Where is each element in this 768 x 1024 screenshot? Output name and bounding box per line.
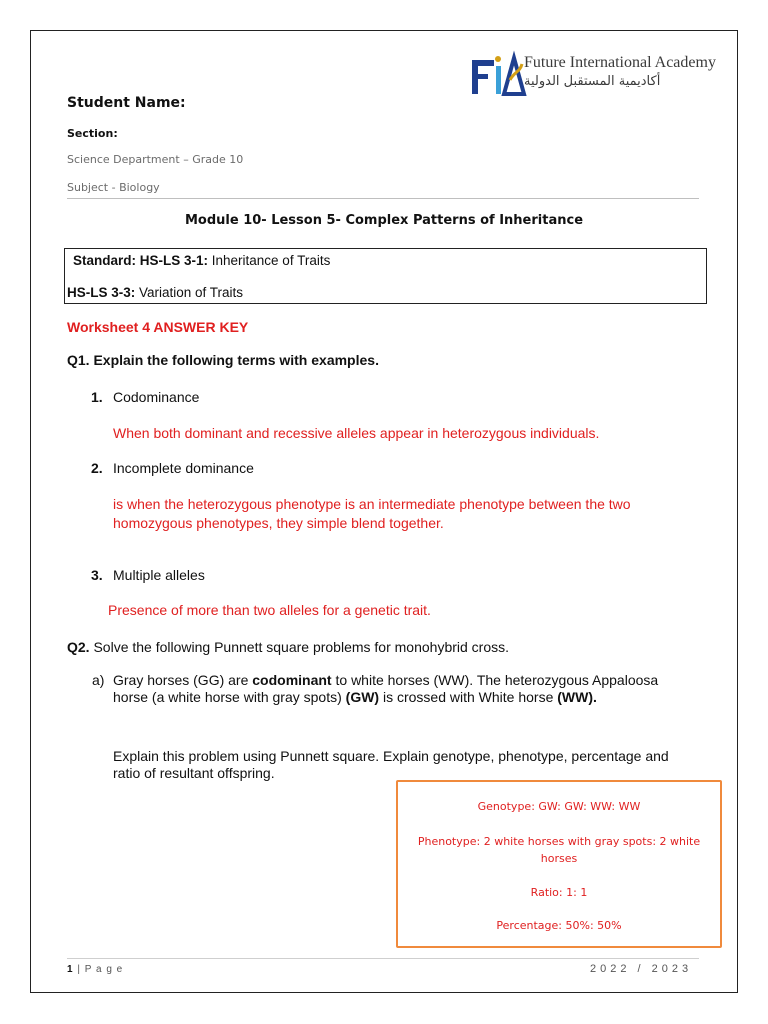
standard-line-2	[67, 285, 243, 300]
q1-item-answer: When both dominant and recessive alleles appear in heterozygous individuals.	[113, 425, 600, 441]
part-a-text	[113, 672, 673, 706]
question-1-prompt: Q1. Explain the following terms with examples.	[67, 352, 379, 368]
academy-name-english: Future International Academy	[524, 54, 716, 71]
standard-line-1	[73, 253, 330, 268]
standard-label: Standard: HS-LS 3-1:	[73, 253, 209, 268]
part-a-marker: a)	[92, 672, 105, 688]
standard-text: Inheritance of Traits	[208, 253, 331, 268]
answer-genotype: Genotype: GW: GW: WW: WW	[477, 800, 641, 813]
part-a-text-5: is crossed with White horse	[379, 689, 558, 705]
header-divider	[67, 198, 699, 199]
academic-year: 2022 / 2023	[590, 963, 693, 975]
question-2-label: Q2.	[67, 639, 90, 655]
department-label: Science Department – Grade 10	[67, 153, 244, 166]
q1-item-1	[91, 389, 103, 407]
q1-item-number: 3.	[91, 567, 103, 583]
question-2-text: Solve the following Punnett square problems for monohybrid cross.	[89, 639, 510, 655]
worksheet-title: Worksheet 4 ANSWER KEY	[67, 319, 249, 335]
q1-item-3	[91, 567, 103, 585]
answer-phenotype-line-1: Phenotype: 2 white horses with gray spots: 2 white	[417, 835, 701, 848]
part-a-ww: (WW).	[557, 689, 597, 705]
q1-item-term: Incomplete dominance	[113, 460, 254, 476]
section-label: Section:	[67, 127, 118, 140]
standard-label-2: HS-LS 3-3:	[67, 285, 136, 300]
page-number-value: 1	[67, 964, 74, 975]
page-number	[67, 964, 123, 975]
q1-item-2	[91, 460, 103, 478]
page-label: | P a g e	[73, 964, 124, 975]
q1-item-number: 1.	[91, 389, 103, 405]
part-a-explain: Explain this problem using Punnett square. Explain genotype, phenotype, percentage and ratio of resultant offspring.	[113, 748, 669, 781]
subject-label: Subject - Biology	[67, 181, 160, 194]
academy-logo-mark-icon	[470, 50, 528, 100]
part-a-codominant: codominant	[252, 672, 332, 688]
student-name-label: Student Name:	[67, 95, 186, 111]
q1-item-term: Codominance	[113, 389, 200, 405]
q1-item-number: 2.	[91, 460, 103, 476]
academy-name-arabic: أكاديمية المستقبل الدولية	[524, 74, 661, 89]
footer-divider	[67, 958, 699, 959]
q1-item-answer-line-1: is when the heterozygous phenotype is an intermediate phenotype between the two	[113, 496, 631, 512]
answer-percentage: Percentage: 50%: 50%	[496, 919, 622, 932]
q1-item-answer: Presence of more than two alleles for a genetic trait.	[108, 602, 431, 618]
part-a-gw: (GW)	[345, 689, 380, 705]
q1-item-term: Multiple alleles	[113, 567, 205, 583]
standard-text-2: Variation of Traits	[135, 285, 244, 300]
part-a-text-3: to white horses (WW). The heterozygous Appaloosa horse (a white horse with gray spots)	[113, 672, 659, 705]
part-a-text-1: Gray horses (GG) are	[113, 672, 253, 688]
answer-phenotype-line-2: horses	[540, 852, 578, 865]
academy-logo	[470, 50, 716, 102]
q1-item-answer-line-2: homozygous phenotypes, they simple blend together.	[113, 515, 444, 531]
question-2-prompt	[67, 639, 509, 655]
page-title: Module 10- Lesson 5- Complex Patterns of Inheritance	[184, 213, 584, 228]
answer-ratio: Ratio: 1: 1	[530, 886, 588, 899]
answer-box	[396, 780, 722, 948]
